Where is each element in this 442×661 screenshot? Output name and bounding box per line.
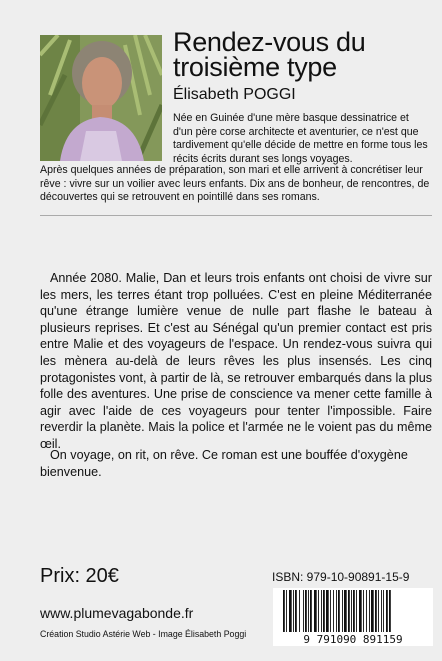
barcode-bar (333, 590, 334, 632)
barcode-bar (363, 590, 364, 632)
barcode-bar (386, 590, 388, 632)
barcode-bar (299, 590, 300, 632)
barcode-bar (356, 590, 357, 632)
barcode-bar (348, 590, 350, 632)
barcode-bar (321, 590, 322, 632)
barcode-bar (381, 590, 382, 632)
barcode-bar (353, 590, 355, 632)
author-photo (40, 35, 162, 161)
barcode-bar (303, 590, 304, 632)
price: Prix: 20€ (40, 565, 119, 587)
cover-credits: Création Studio Astérie Web - Image Élisabeth Poggi (40, 629, 247, 639)
barcode-bar (308, 590, 309, 632)
barcode-bar (389, 590, 391, 632)
barcode-bar (342, 590, 343, 632)
barcode-bar (318, 590, 319, 632)
barcode-bar (323, 590, 325, 632)
barcode-bar (383, 590, 384, 632)
book-title-line1: Rendez-vous du (173, 27, 366, 57)
author-name: Élisabeth POGGI (173, 86, 296, 103)
barcode-bar (283, 590, 285, 632)
author-bio-intro: Née en Guinée d'une mère basque dessinatrice et d'un père corse architecte et aventurier, ce n'est que tardivement qu'elle décide de mettre en forme tous les récits écrits durant ses longs voyages. (173, 112, 428, 165)
barcode-bar (314, 590, 317, 632)
barcode-bar (286, 590, 287, 632)
barcode-image (273, 588, 433, 646)
barcode-bar (338, 590, 340, 632)
barcode-bar (293, 590, 294, 632)
barcode-bar (375, 590, 377, 632)
barcode-bar (330, 590, 331, 632)
book-title (173, 27, 433, 82)
isbn: ISBN: 979-10-90891-15-9 (272, 570, 410, 584)
barcode-bar (369, 590, 370, 632)
barcode-digits: 9 791090 891159 (303, 633, 403, 646)
barcode-bar (289, 590, 292, 632)
barcode-bar (351, 590, 352, 632)
barcode-bar (310, 590, 312, 632)
barcode-bar (359, 590, 362, 632)
publisher-website: www.plumevagabonde.fr (40, 605, 194, 621)
barcode-bar (295, 590, 297, 632)
barcode-bar (336, 590, 337, 632)
barcode (273, 588, 433, 646)
barcode-bar (378, 590, 379, 632)
barcode-bar (366, 590, 367, 632)
synopsis-paragraph-2: On voyage, on rit, on rêve. Ce roman est une bouffée d'oxygène bienvenue. (40, 448, 408, 479)
book-title-line2: troisième type (173, 52, 337, 82)
barcode-bar (326, 590, 329, 632)
author-bio-continued: Après quelques années de préparation, son mari et elle arrivent à concrétiser leur rêve : vivre sur un voilier avec leurs enfants. Dix ans de bonheur, de rencontres, de découvertes qui se retrouvent en pointillé dans ses romans. (40, 164, 430, 204)
barcode-bar (305, 590, 307, 632)
author-portrait-image (40, 35, 162, 161)
barcode-bar (371, 590, 374, 632)
divider (40, 215, 432, 216)
synopsis-paragraph-1: Année 2080. Malie, Dan et leurs trois enfants ont choisi de vivre sur les mers, les terres étant trop polluées. C'est en pleine Méditerranée qu'une étrange lumière venue de nulle part flashe le bateau à plusieurs reprises. Et c'est au Sénégal qu'un premier contact est pris entre Malie et des voyageurs de l'espace. Un rendez-vous suivra qui les mènera au-delà de leurs rêves les plus insensés. Les cinq protagonistes vont, à partir de là, se retrouver embarqués dans la plus folle des aventures. Une prise de conscience va mener cette famille à agir avec l'aide de ces voyageurs pour tenter l'impossible. Faire reverdir la planète. Mais la police et l'armée ne le voient pas du même œil. (40, 271, 432, 451)
barcode-bar (344, 590, 347, 632)
